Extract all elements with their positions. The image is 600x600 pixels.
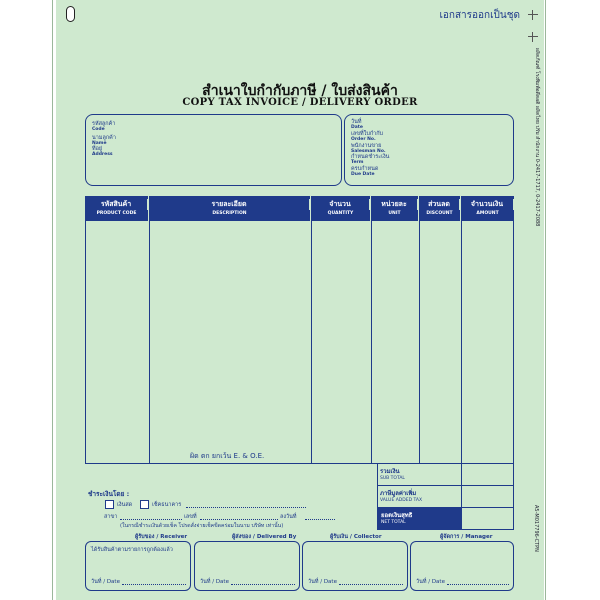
receiver-note: ได้รับสินค้าตามรายการถูกต้องแล้ว [91, 547, 173, 553]
name-label-en: Name [92, 141, 107, 146]
manager-date-line [447, 584, 509, 585]
cheque-no-line[interactable] [200, 519, 278, 520]
original-label: เอกสารออกเป็นชุด [439, 10, 520, 21]
cheque-date-label: ลงวันที่ [280, 514, 297, 520]
items-table-header [85, 196, 514, 221]
title-thai: สำเนาใบกำกับภาษี / ใบส่งสินค้า [202, 83, 398, 99]
order-label-th: เลขที่ใบกำกับ [351, 131, 384, 137]
column-divider [461, 221, 462, 464]
date-label-th: วันที่ [351, 119, 362, 125]
cheque-date-line[interactable] [305, 519, 335, 520]
binder-hole-icon [66, 6, 75, 22]
due-label-th: ครบกำหนด [351, 166, 379, 172]
order-info-box [344, 114, 514, 186]
code-label-th: รหัสลูกค้า [92, 121, 116, 127]
cheque-no-label: เลขที่ [184, 514, 197, 520]
column-divider [371, 221, 372, 464]
cheque-bank-line[interactable] [186, 507, 306, 508]
order-label-en: Order No. [351, 137, 376, 142]
totals-row-line [377, 485, 514, 486]
collector-date-label: วันที่ / Date [308, 579, 337, 585]
salesman-label-th: พนักงานขาย [351, 143, 382, 149]
manager-signature-box[interactable] [410, 541, 514, 591]
cash-checkbox[interactable] [105, 500, 114, 509]
col-unit: หน่วยละ UNIT [371, 196, 419, 221]
name-label-th: นามลูกค้า [92, 135, 116, 141]
delivered-date-line [231, 584, 295, 585]
eoe-note: ผิด ตก ยกเว้น E. & O.E. [190, 452, 265, 460]
receiver-date-label: วันที่ / Date [91, 579, 120, 585]
right-tear-edge [545, 0, 546, 600]
title-english: COPY TAX INVOICE / DELIVERY ORDER [182, 97, 418, 108]
payment-by-label: ชำระเงินโดย : [88, 490, 130, 498]
column-divider [419, 221, 420, 464]
cheque-label: เช็คธนาคาร [152, 502, 182, 508]
manager-title: ผู้จัดการ / Manager [440, 534, 493, 540]
registration-mark-icon [528, 10, 538, 20]
receiver-title: ผู้รับของ / Receiver [135, 534, 188, 540]
totals-divider [461, 464, 462, 530]
code-label-en: Code [92, 127, 105, 132]
term-label-en: Term [351, 160, 364, 165]
term-label-th: กำหนดชำระเงิน [351, 154, 390, 160]
vat-label: ภาษีมูลค่าเพิ่ม VALUE ADDED TAX [380, 490, 423, 503]
collector-title: ผู้รับเงิน / Collector [330, 534, 382, 540]
col-description: รายละเอียด DESCRIPTION [149, 196, 311, 221]
col-amount: จำนวนเงิน AMOUNT [461, 196, 514, 221]
customer-box [85, 114, 342, 186]
net-total-label: ยอดเงินสุทธิ NET TOTAL [377, 508, 461, 530]
date-label-en: Date [351, 125, 363, 130]
form-code-side-text: A5-M017796-CTPN [533, 505, 539, 552]
cheque-checkbox[interactable] [140, 500, 149, 509]
manager-date-label: วันที่ / Date [416, 579, 445, 585]
left-tear-edge [52, 0, 53, 600]
address-label-th: ที่อยู่ [92, 146, 103, 152]
cash-label: เงินสด [117, 502, 133, 508]
subtotal-label: รวมเงิน SUB TOTAL [380, 468, 405, 481]
salesman-label-en: Salesman No. [351, 149, 386, 154]
due-label-en: Due Date [351, 172, 375, 177]
column-divider [311, 221, 312, 464]
delivered-date-label: วันที่ / Date [200, 579, 229, 585]
branch-line[interactable] [120, 519, 182, 520]
receiver-signature-box[interactable] [85, 541, 191, 591]
receiver-date-line [122, 584, 186, 585]
delivered-by-signature-box[interactable] [194, 541, 300, 591]
col-quantity: จำนวน QUANTITY [311, 196, 371, 221]
col-product-code: รหัสสินค้า PRODUCT CODE [85, 196, 149, 221]
branch-label: สาขา [104, 514, 118, 520]
collector-signature-box[interactable] [302, 541, 408, 591]
printer-side-text: ผลิตภัณฑ์ โรงพิมพ์อดีตอดิ ผลิตไทย ปรับ สำนักงาน 0-2417-1717, 0-2417-2088 [534, 48, 540, 227]
collector-date-line [339, 584, 403, 585]
column-divider [149, 221, 150, 464]
cheque-note: (ในกรณีชำระเงินด้วยเช็ค โปรดสั่งจ่ายเช็คขีดคร่อมในนาม บริษัท เท่านั้น) [120, 523, 284, 529]
delivered-by-title: ผู้ส่งของ / Delivered By [232, 534, 297, 540]
col-discount: ส่วนลด DISCOUNT [419, 196, 461, 221]
address-label-en: Address [92, 152, 113, 157]
registration-mark-icon [528, 32, 538, 42]
